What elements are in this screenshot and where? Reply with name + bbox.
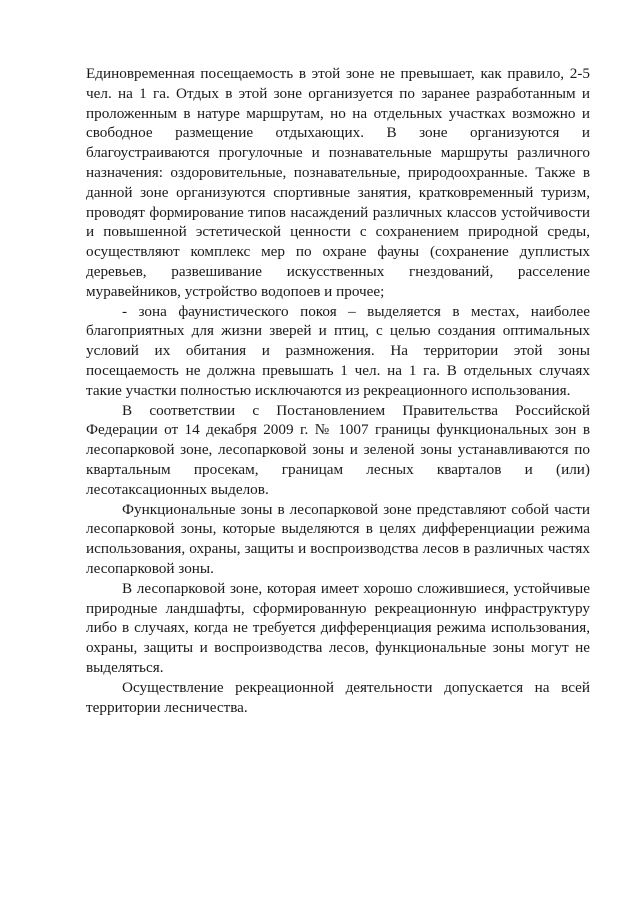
paragraph-government-decree: В соответствии с Постановлением Правительства Российской Федерации от 14 декабря 2009 г. № 1007 границы функциональных зон в лесопарковой зоне, лесопарковой зоны и зеленой зоны устанавливаются по квартальным просекам, границам лесных кварталов и (или) лесотаксационных выделов. xyxy=(86,401,590,498)
paragraph-functional-zones: Функциональные зоны в лесопарковой зоне представляют собой части лесопарковой зоны, которые выделяются в целях дифференциации режима использования, охраны, защиты и воспроизводства лесов в различных частях лесопарковой зоны. xyxy=(86,500,590,577)
paragraph-recreation-allowed: Осуществление рекреационной деятельности допускается на всей территории лесничества. xyxy=(86,678,590,716)
paragraph-fauna-rest-zone: - зона фаунистического покоя – выделяется в местах, наиболее благоприятных для жизни зверей и птиц, с целью создания оптимальных условий их обитания и размножения. На территории этой зоны посещаемость не должна превышать 1 чел. на 1 га. В отдельных случаях такие участки полностью исключаются из рекреационного использования. xyxy=(86,302,590,399)
document-body xyxy=(86,64,590,717)
paragraph-no-zoning: В лесопарковой зоне, которая имеет хорошо сложившиеся, устойчивые природные ландшафты, сформированную рекреационную инфраструктуру либо в случаях, когда не требуется дифференциация режима использования, охраны, защиты и воспроизводства лесов, функциональные зоны могут не выделяться. xyxy=(86,579,590,676)
paragraph-visitation: Единовременная посещаемость в этой зоне не превышает, как правило, 2-5 чел. на 1 га. Отдых в этой зоне организуется по заранее разработанным и проложенным в натуре маршрутам, но на отдельных участках возможно и свободное размещение отдыхающих. В зоне организуются и благоустраиваются прогулочные и познавательные маршруты различного назначения: оздоровительные, познавательные, природоохранные. Также в данной зоне организуются спортивные занятия, кратковременный туризм, проводят формирование типов насаждений различных классов устойчивости и повышенной эстетической ценности с сохранением природной среды, осуществляют комплекс мер по охране фауны (сохранение дуплистых деревьев, развешивание искусственных гнездований, расселение муравейников, устройство водопоев и прочее; xyxy=(86,65,590,300)
